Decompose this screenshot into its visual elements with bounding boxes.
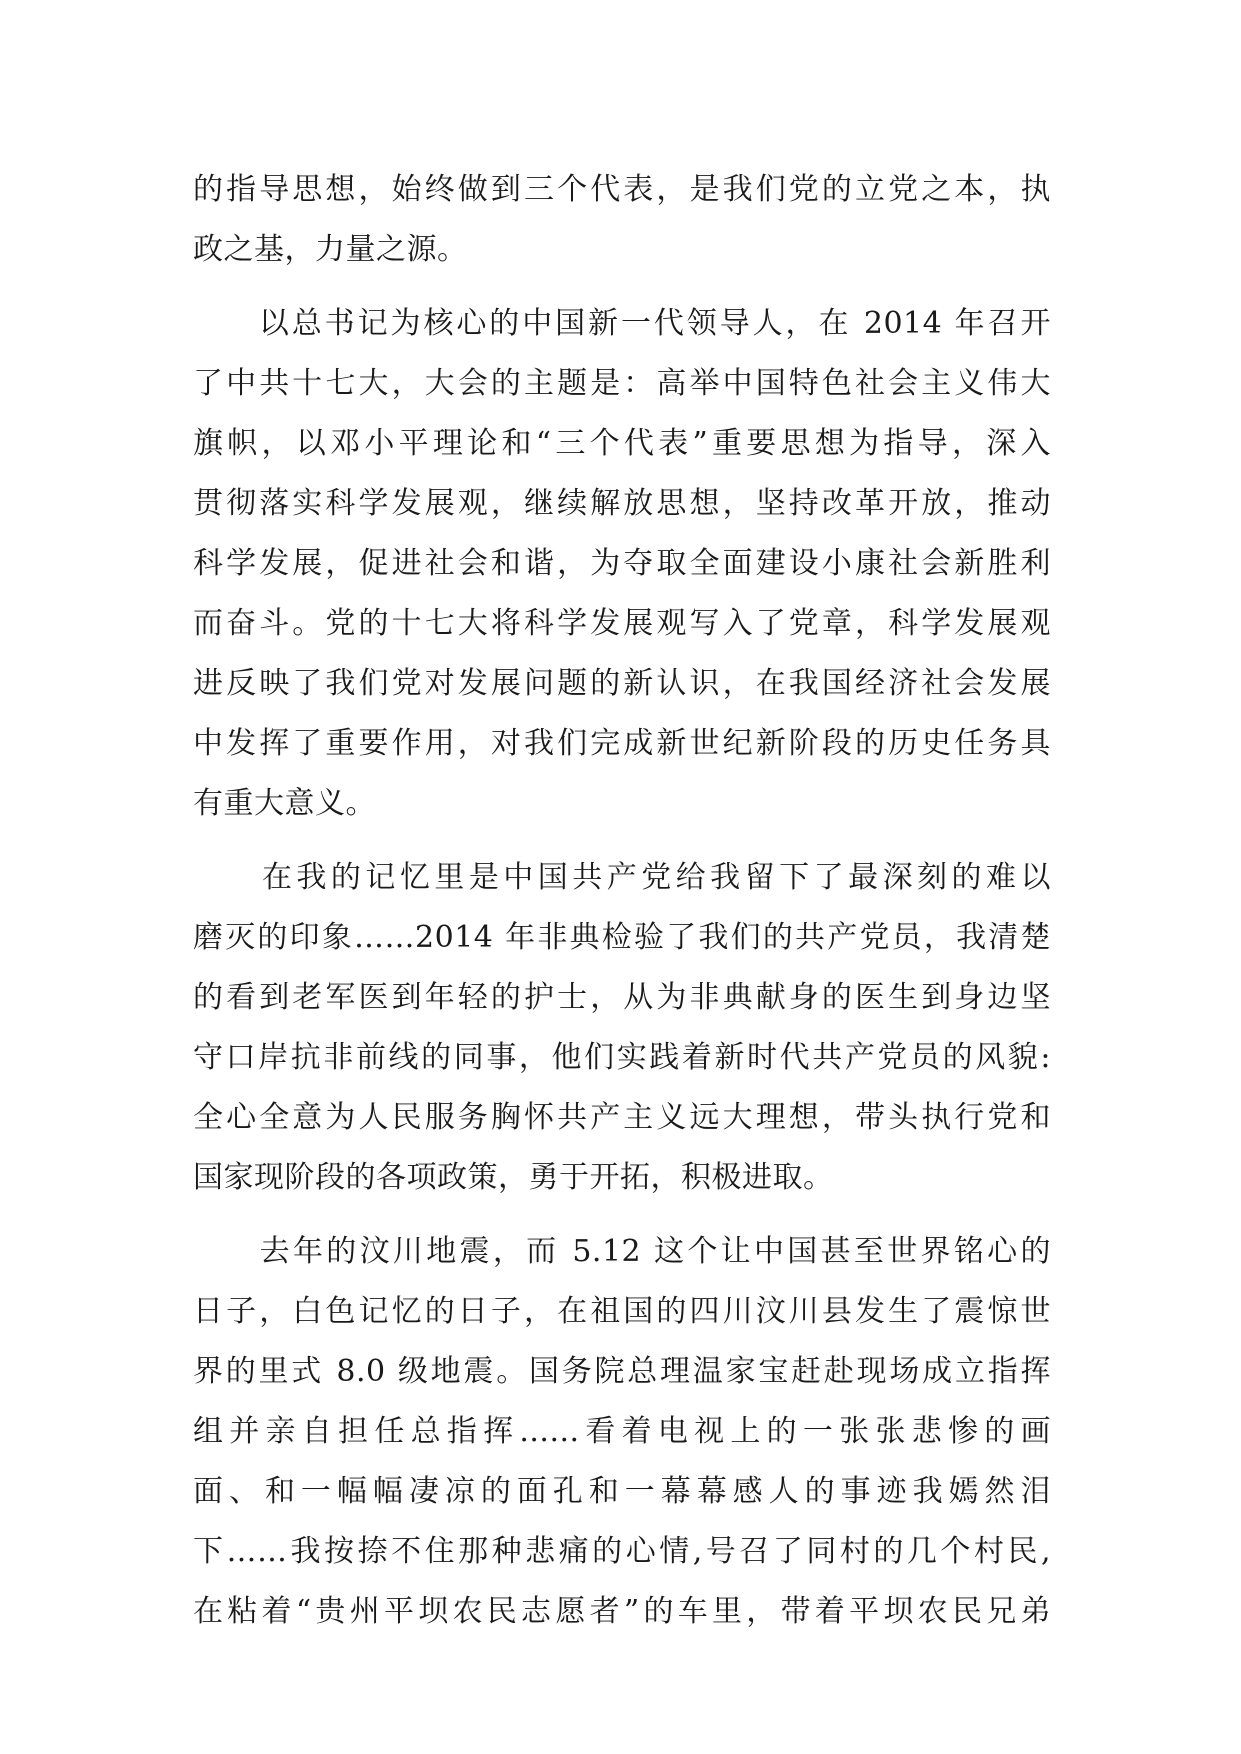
- text-line: 有重大意义。: [193, 786, 376, 821]
- text-line: 的看到老军医到年轻的护士，从为非典献身的医生到身边坚: [193, 980, 1051, 1015]
- text-line: 政之基，力量之源。: [193, 232, 468, 267]
- text-line: 日子，白色记忆的日子，在祖国的四川汶川县发生了震惊世: [193, 1294, 1051, 1329]
- text-line: 界的里式 8.0 级地震。国务院总理温家宝赶赴现场成立指挥: [193, 1354, 1051, 1389]
- text-line: 磨灭的印象……2014 年非典检验了我们的共产党员，我清楚: [193, 920, 1051, 955]
- text-line: 去年的汶川地震，而 5.12 这个让中国甚至世界铭心的: [193, 1234, 1051, 1269]
- text-line: 了中共十七大，大会的主题是：高举中国特色社会主义伟大: [193, 366, 1051, 401]
- text-line: 全心全意为人民服务胸怀共产主义远大理想，带头执行党和: [193, 1100, 1051, 1135]
- text-line: 中发挥了重要作用，对我们完成新世纪新阶段的历史任务具: [193, 726, 1051, 761]
- paragraph-4: [193, 1222, 1051, 1642]
- text-line: 的指导思想，始终做到三个代表，是我们党的立党之本，执: [193, 172, 1051, 207]
- paragraph-1: [193, 160, 1051, 280]
- body-text: [193, 160, 1051, 1642]
- text-line: 守口岸抗非前线的同事，他们实践着新时代共产党员的风貌:: [193, 1040, 1051, 1075]
- text-line: 而奋斗。党的十七大将科学发展观写入了党章，科学发展观: [193, 606, 1051, 641]
- text-line: 以总书记为核心的中国新一代领导人，在 2014 年召开: [193, 306, 1051, 341]
- text-line: 下……我按捺不住那种悲痛的心情,号召了同村的几个村民,: [193, 1534, 1051, 1569]
- text-line: 旗帜，以邓小平理论和“三个代表”重要思想为指导，深入: [193, 426, 1051, 461]
- text-line: 在粘着“贵州平坝农民志愿者”的车里，带着平坝农民兄弟: [193, 1594, 1051, 1629]
- text-line: 组并亲自担任总指挥......看着电视上的一张张悲惨的画: [193, 1414, 1051, 1449]
- text-line: 国家现阶段的各项政策，勇于开拓，积极进取。: [193, 1160, 834, 1195]
- text-line: 贯彻落实科学发展观，继续解放思想，坚持改革开放，推动: [193, 486, 1051, 521]
- text-line: 面、和一幅幅凄凉的面孔和一幕幕感人的事迹我嫣然泪: [193, 1474, 1051, 1509]
- text-line: 进反映了我们党对发展问题的新认识，在我国经济社会发展: [193, 666, 1051, 701]
- text-line: 科学发展，促进社会和谐，为夺取全面建设小康社会新胜利: [193, 546, 1051, 581]
- paragraph-3: [193, 848, 1051, 1208]
- paragraph-2: [193, 294, 1051, 834]
- text-line: 在我的记忆里是中国共产党给我留下了最深刻的难以: [193, 860, 1051, 895]
